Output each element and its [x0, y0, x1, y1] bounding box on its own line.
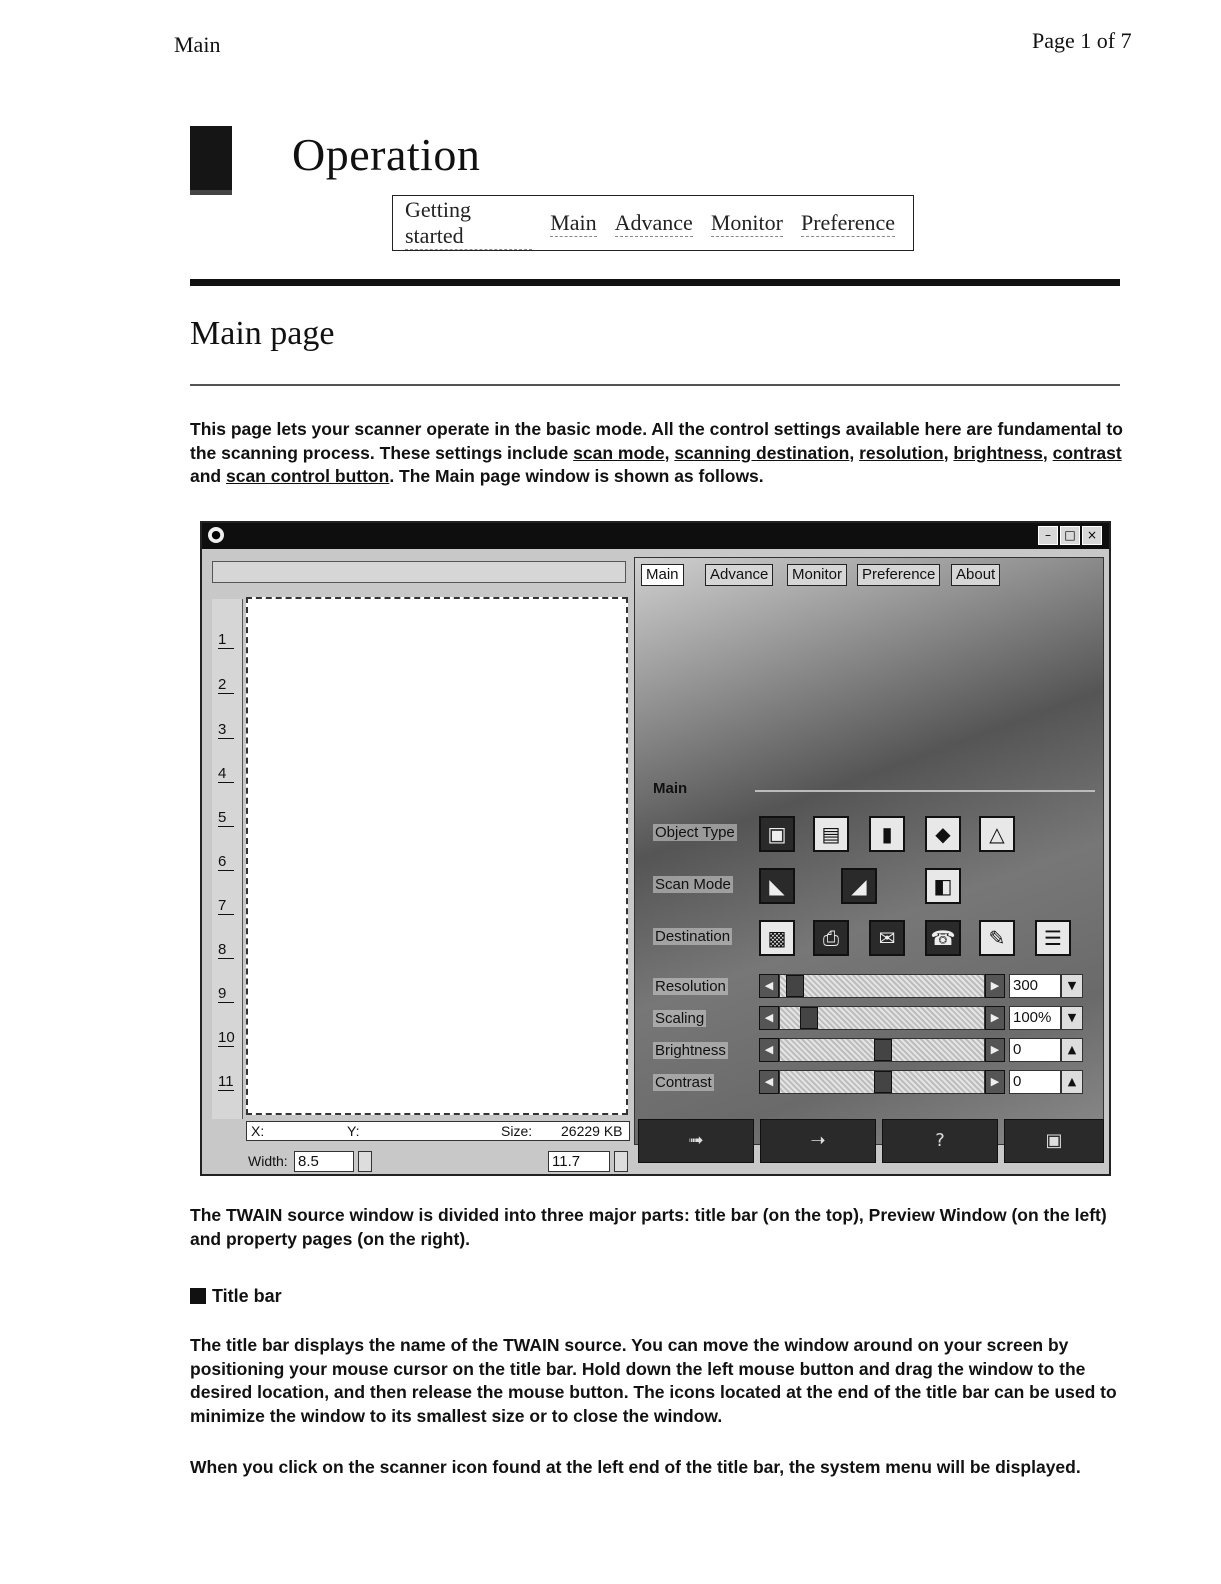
size-value: 26229 KB	[561, 1123, 623, 1139]
contrast-left-arrow-icon[interactable]: ◀	[759, 1070, 779, 1094]
title-bar-heading: Title bar	[212, 1286, 282, 1306]
clipboard-icon[interactable]: ☰	[1035, 920, 1071, 956]
preview-area[interactable]	[246, 597, 628, 1115]
section-title: Main page	[190, 315, 335, 352]
tab-about[interactable]: About	[951, 564, 1000, 586]
scaling-right-arrow-icon[interactable]: ▶	[985, 1006, 1005, 1030]
help-button[interactable]: ?	[882, 1119, 998, 1163]
ruler-tick-label: 11	[218, 1073, 234, 1090]
bullet-square-icon	[190, 1288, 206, 1304]
nav-link-advance[interactable]: Advance	[614, 209, 693, 235]
tab-monitor[interactable]: Monitor	[787, 564, 847, 586]
minimize-icon[interactable]: –	[1038, 526, 1058, 545]
document-icon[interactable]: ▤	[813, 816, 849, 852]
size-label: Size:	[501, 1123, 533, 1139]
title-bar-paragraph: The title bar displays the name of the TWAIN source. You can move the window around on your screen by positioning your mouse cursor on the title bar. Hold down the left mouse button and drag the window to the desired location, and then release the mouse button. The icons located at the end of the title bar can be used to minimize the window to its smallest size or to close the window.	[190, 1335, 1117, 1426]
contrast-right-arrow-icon[interactable]: ▶	[985, 1070, 1005, 1094]
scan-button[interactable]: ➝	[760, 1119, 876, 1163]
y-coordinate-label: Y:	[347, 1123, 360, 1139]
scaling-left-arrow-icon[interactable]: ◀	[759, 1006, 779, 1030]
exit-button[interactable]: ▣	[1004, 1119, 1104, 1163]
photo-icon[interactable]: ▣	[759, 816, 795, 852]
divider-thick	[190, 279, 1120, 286]
height-spinner[interactable]	[614, 1151, 628, 1172]
chapter-marker	[190, 126, 232, 195]
width-label: Width:	[248, 1153, 288, 1169]
link-contrast[interactable]: contrast	[1052, 442, 1122, 463]
header-section-name: Main	[174, 32, 221, 57]
tab-main[interactable]: Main	[641, 564, 684, 586]
page-number: Page 1 of 7	[1032, 28, 1132, 53]
ruler-tick-label: 9	[218, 985, 234, 1003]
maximize-icon[interactable]: □	[1060, 526, 1080, 545]
link-resolution[interactable]: resolution	[859, 442, 944, 463]
film-icon[interactable]: ▮	[869, 816, 905, 852]
email-icon[interactable]: ☎	[925, 920, 961, 956]
tab-advance[interactable]: Advance	[705, 564, 773, 586]
object-type-label: Object Type	[655, 824, 735, 841]
scan-mode-label: Scan Mode	[655, 876, 731, 893]
brightness-slider-thumb[interactable]	[874, 1039, 892, 1061]
property-panel	[634, 557, 1104, 1145]
link-scan-control-button[interactable]: scan control button	[225, 466, 390, 486]
brightness-spinner-icon[interactable]: ▲	[1061, 1038, 1083, 1062]
chapter-nav	[392, 195, 914, 251]
resolution-slider[interactable]	[779, 974, 985, 998]
destination-label: Destination	[655, 928, 731, 945]
nav-link-preference[interactable]: Preference	[800, 209, 895, 235]
ruler-tick-label: 4	[218, 765, 234, 783]
color-mode-icon[interactable]: ◣	[759, 868, 795, 904]
scaling-value[interactable]: 100%	[1009, 1006, 1061, 1030]
contrast-spinner-icon[interactable]: ▲	[1061, 1070, 1083, 1094]
ruler-tick-label: 5	[218, 809, 234, 827]
resolution-dropdown-icon[interactable]: ▼	[1061, 974, 1083, 998]
twain-paragraph: The TWAIN source window is divided into three major parts: title bar (on the top), Preview Window (on the left) and property pages (on the right).	[190, 1205, 1107, 1249]
resolution-slider-thumb[interactable]	[786, 975, 804, 997]
brightness-label: Brightness	[655, 1042, 726, 1059]
width-spinner[interactable]	[358, 1151, 372, 1172]
ruler-tick-label: 1	[218, 631, 234, 649]
brightness-value[interactable]: 0	[1009, 1038, 1061, 1062]
scanner-icon[interactable]: ●	[208, 527, 224, 543]
nav-link-monitor[interactable]: Monitor	[710, 209, 783, 235]
tab-preference[interactable]: Preference	[857, 564, 940, 586]
system-menu-paragraph: When you click on the scanner icon found at the left end of the title bar, the system menu will be displayed.	[190, 1457, 1081, 1477]
ruler-tick-label: 3	[218, 721, 234, 739]
ruler-tick-label: 10	[218, 1029, 235, 1046]
chapter-title: Operation	[292, 129, 481, 180]
x-coordinate-label: X:	[251, 1123, 265, 1139]
close-icon[interactable]: ×	[1082, 526, 1102, 545]
transparency-icon[interactable]: ◆	[925, 816, 961, 852]
ruler-tick-label: 7	[218, 897, 234, 915]
ruler-tick-label: 2	[218, 676, 234, 694]
divider-thin	[190, 384, 1120, 386]
contrast-value[interactable]: 0	[1009, 1070, 1061, 1094]
vertical-ruler	[212, 599, 243, 1119]
intro-paragraph: This page lets your scanner operate in the basic mode. All the control settings available here are fundamental to the scanning process. These settings include scan mode, scanning destination, resolution, brightness, contrast and scan control button. The Main page window is shown as follows.	[190, 419, 1123, 486]
window-title-bar[interactable]	[202, 523, 1109, 549]
horizontal-ruler	[212, 561, 626, 583]
negative-icon[interactable]: △	[979, 816, 1015, 852]
ocr-icon[interactable]: ✎	[979, 920, 1015, 956]
ruler-tick-label: 8	[218, 941, 234, 959]
link-scanning-destination[interactable]: scanning destination	[674, 442, 850, 463]
gray-mode-icon[interactable]: ◢	[841, 868, 877, 904]
scaling-label: Scaling	[655, 1010, 705, 1027]
contrast-slider[interactable]	[779, 1070, 985, 1094]
scaling-dropdown-icon[interactable]: ▼	[1061, 1006, 1083, 1030]
display-icon[interactable]: ▩	[759, 920, 795, 956]
contrast-label: Contrast	[655, 1074, 712, 1091]
resolution-label: Resolution	[655, 978, 726, 995]
brightness-right-arrow-icon[interactable]: ▶	[985, 1038, 1005, 1062]
width-input[interactable]: 8.5	[294, 1151, 354, 1172]
panel-heading: Main	[653, 780, 688, 797]
bw-mode-icon[interactable]: ◧	[925, 868, 961, 904]
brightness-slider[interactable]	[779, 1038, 985, 1062]
brightness-left-arrow-icon[interactable]: ◀	[759, 1038, 779, 1062]
printer-icon[interactable]: ⎙	[813, 920, 849, 956]
nav-link-main[interactable]: Main	[550, 209, 597, 235]
status-bar	[246, 1121, 630, 1141]
twain-window-screenshot	[200, 521, 1111, 1176]
scaling-slider-thumb[interactable]	[800, 1007, 818, 1029]
resolution-value[interactable]: 300	[1009, 974, 1061, 998]
resolution-right-arrow-icon[interactable]: ▶	[985, 974, 1005, 998]
preview-scan-button[interactable]: ➟	[638, 1119, 754, 1163]
resolution-left-arrow-icon[interactable]: ◀	[759, 974, 779, 998]
link-brightness[interactable]: brightness	[953, 442, 1043, 463]
height-input[interactable]: 11.7	[548, 1151, 610, 1172]
panel-heading-rule	[755, 790, 1095, 792]
scaling-slider[interactable]	[779, 1006, 985, 1030]
link-scan-mode[interactable]: scan mode	[573, 442, 665, 463]
fax-icon[interactable]: ✉	[869, 920, 905, 956]
contrast-slider-thumb[interactable]	[874, 1071, 892, 1093]
ruler-tick-label: 6	[218, 853, 234, 871]
nav-link-getting-started[interactable]: Getting started	[405, 197, 532, 250]
